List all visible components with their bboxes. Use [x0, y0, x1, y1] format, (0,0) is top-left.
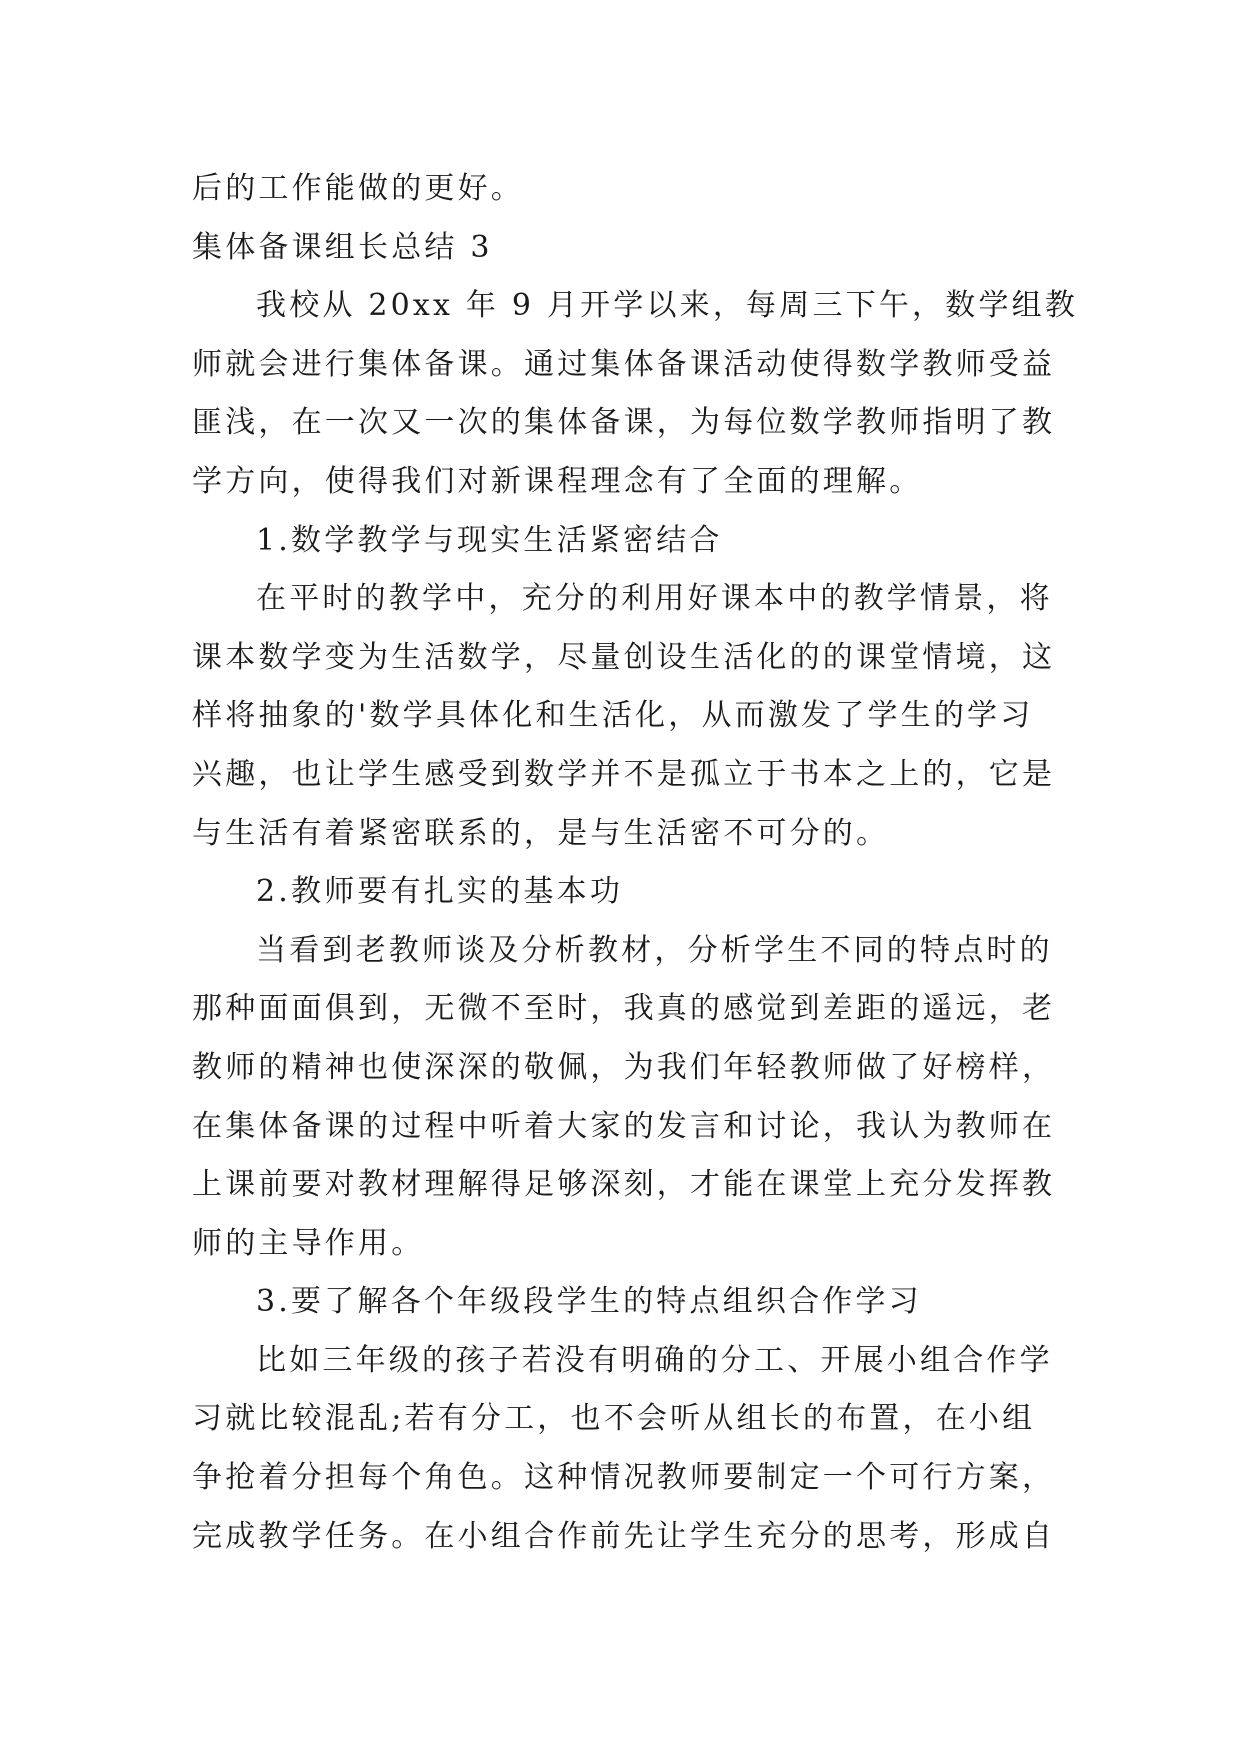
text-line: 上课前要对教材理解得足够深刻，才能在课堂上充分发挥教 — [192, 1167, 1056, 1203]
subheading: 1.数学教学与现实生活紧密结合 — [256, 522, 723, 558]
text-line: 兴趣，也让学生感受到数学并不是孤立于书本之上的，它是 — [192, 756, 1056, 792]
subheading: 3.要了解各个年级段学生的特点组织合作学习 — [256, 1284, 922, 1320]
text-line: 师的主导作用。 — [192, 1225, 425, 1261]
text-line: 在平时的教学中，充分的利用好课本中的教学情景，将 — [256, 581, 1053, 617]
text-line: 教师的精神也使深深的敬佩，为我们年轻教师做了好榜样， — [192, 1049, 1056, 1085]
text-line: 比如三年级的孩子若没有明确的分工、开展小组合作学 — [256, 1342, 1053, 1378]
text-line: 在集体备课的过程中听着大家的发言和讨论，我认为教师在 — [192, 1108, 1056, 1144]
document-body — [192, 160, 1079, 1566]
text-line: 匪浅，在一次又一次的集体备课，为每位数学教师指明了教 — [192, 405, 1056, 441]
text-line: 后的工作能做的更好。 — [192, 171, 524, 206]
text-line: 样将抽象的'数学具体化和生活化，从而激发了学生的学习 — [192, 698, 1034, 734]
text-line: 师就会进行集体备课。通过集体备课活动使得数学教师受益 — [192, 346, 1056, 382]
text-line: 学方向，使得我们对新课程理念有了全面的理解。 — [192, 463, 923, 499]
text-line: 完成教学任务。在小组合作前先让学生充分的思考，形成自 — [192, 1518, 1056, 1554]
text-line: 我校从 20xx 年 9 月开学以来，每周三下午，数学组教 — [256, 288, 1079, 324]
text-line: 那种面面俱到，无微不至时，我真的感觉到差距的遥远，老 — [192, 991, 1056, 1027]
text-line: 争抢着分担每个角色。这种情况教师要制定一个可行方案， — [192, 1460, 1056, 1496]
text-line: 与生活有着紧密联系的，是与生活密不可分的。 — [192, 815, 890, 851]
text-line: 习就比较混乱;若有分工，也不会听从组长的布置，在小组 — [192, 1401, 1036, 1437]
subheading: 2.教师要有扎实的基本功 — [256, 874, 624, 910]
section-heading: 集体备课组长总结 3 — [192, 229, 493, 265]
text-line: 当看到老教师谈及分析教材，分析学生不同的特点时的 — [256, 932, 1053, 968]
text-line: 课本数学变为生活数学，尽量创设生活化的的课堂情境，这 — [192, 639, 1056, 675]
